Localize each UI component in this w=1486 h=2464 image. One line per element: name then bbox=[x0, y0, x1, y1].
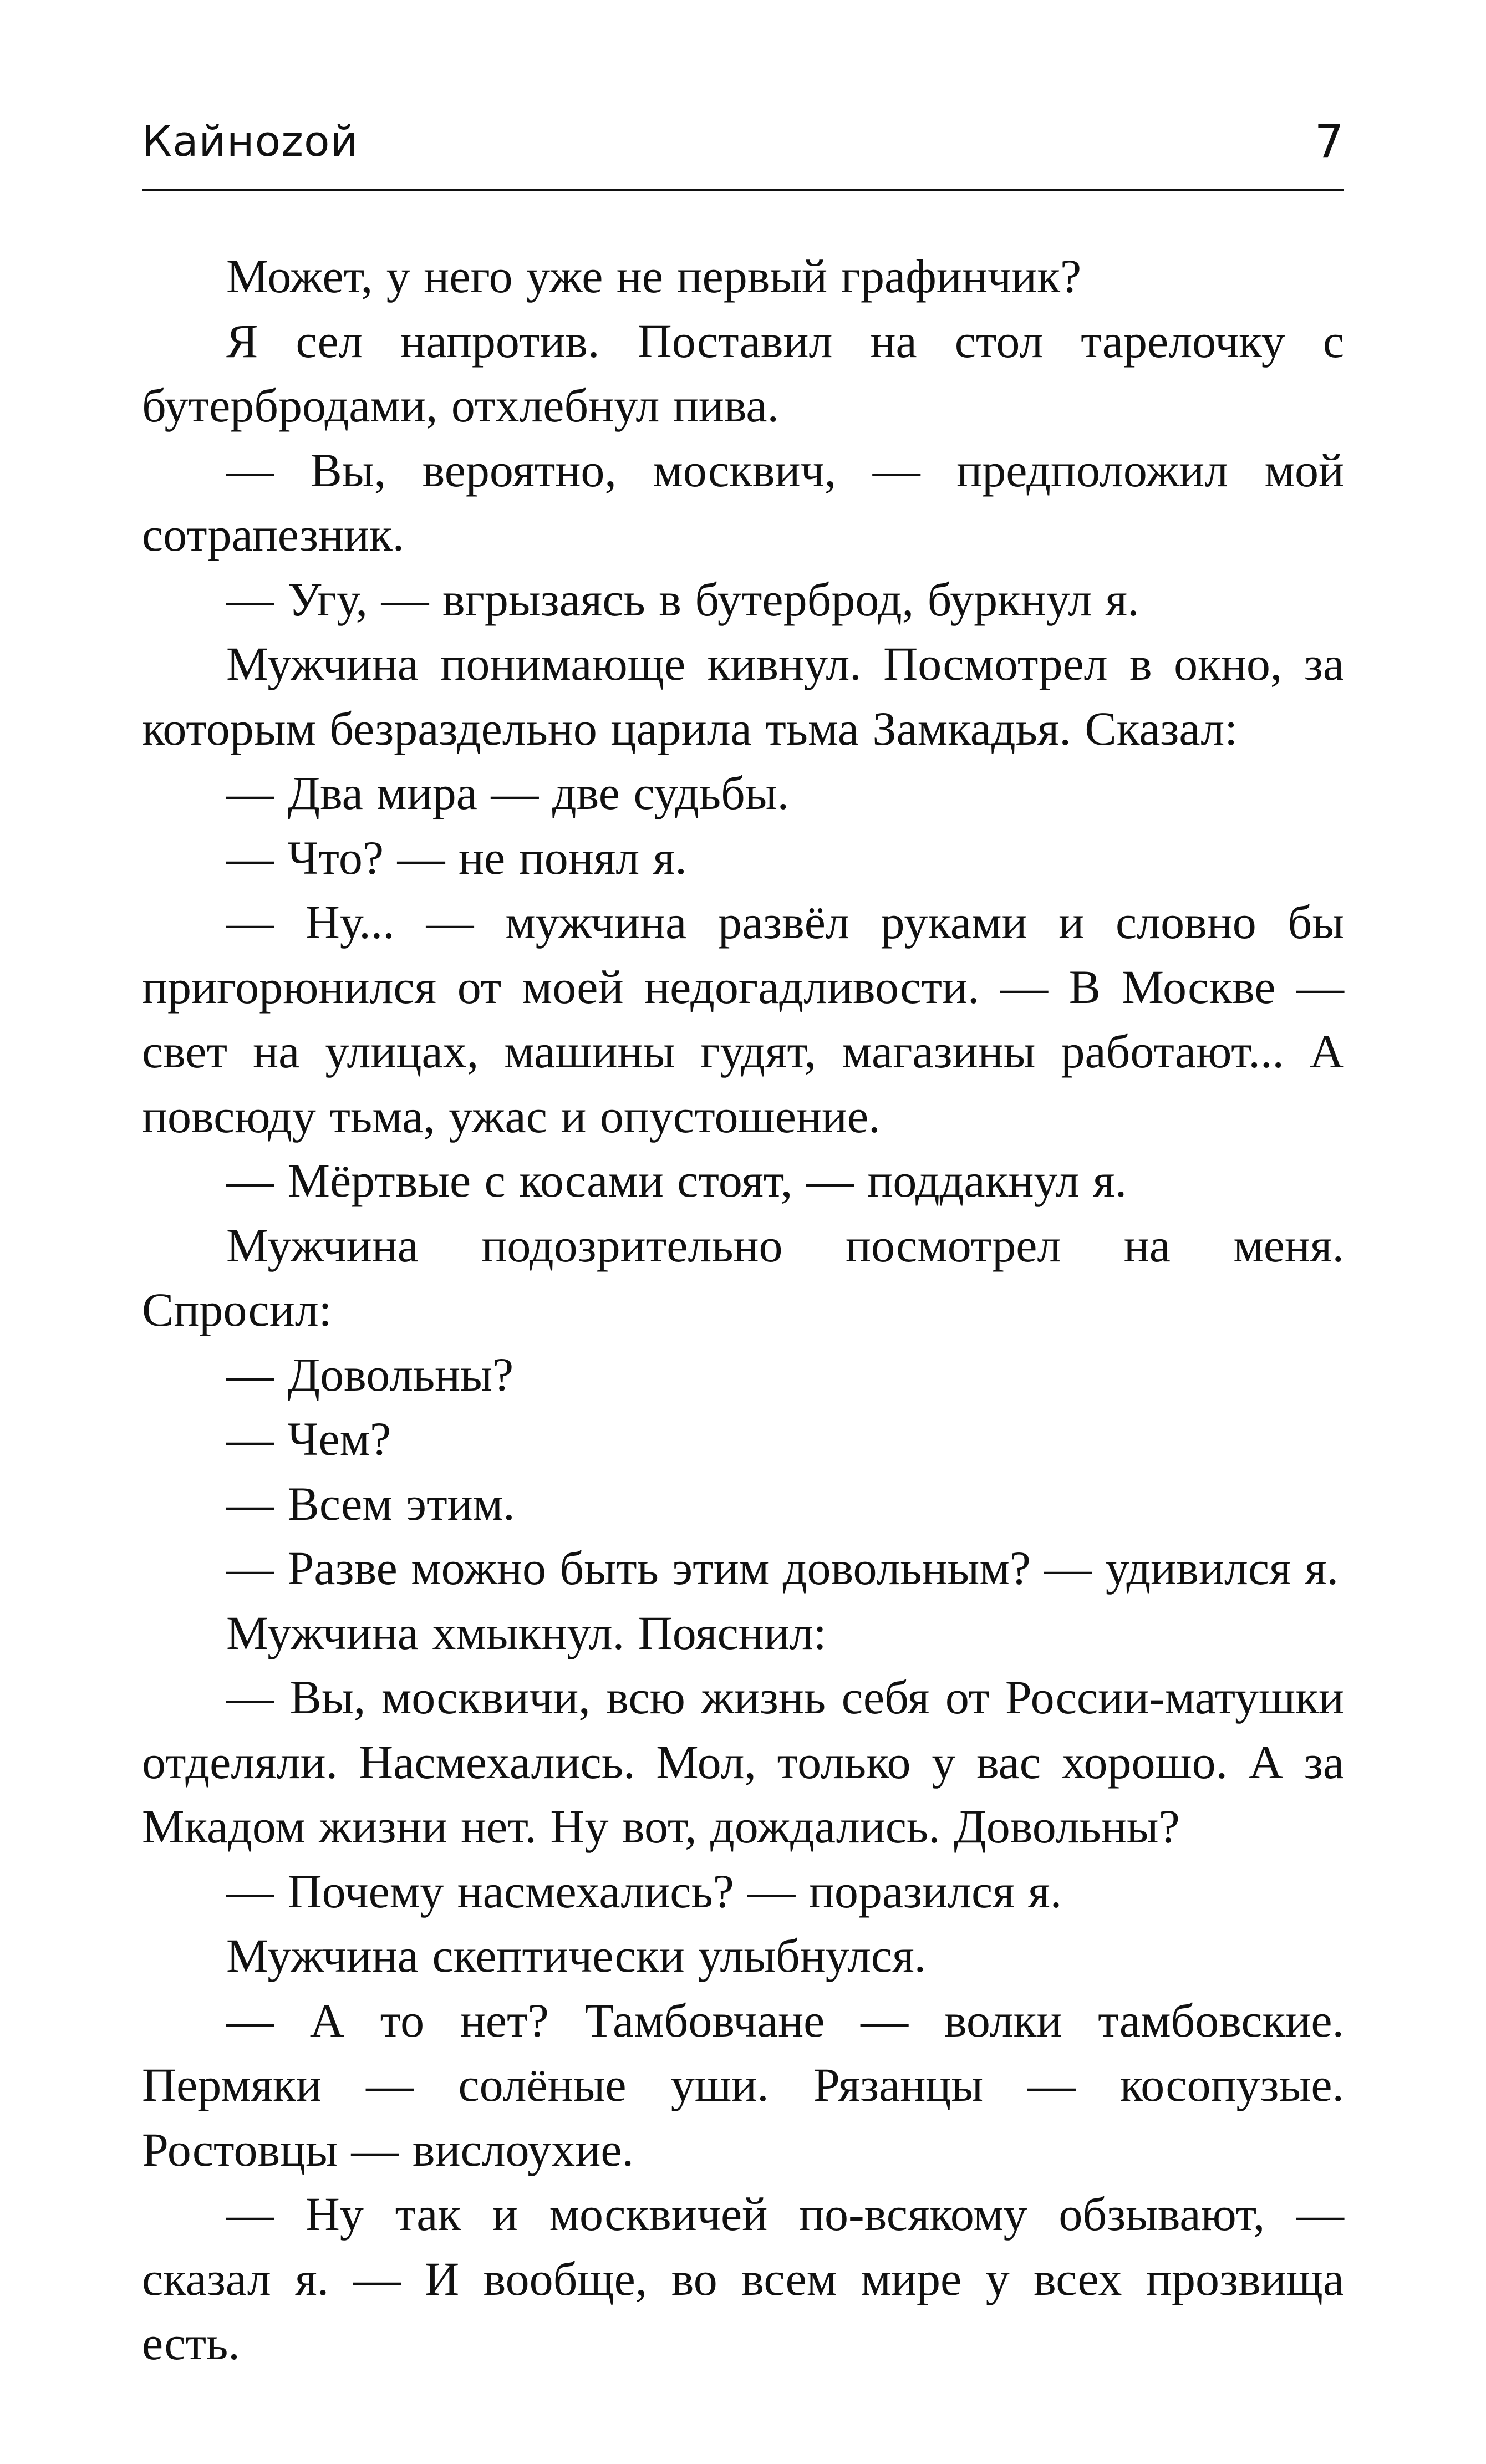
paragraph: — Всем этим. bbox=[226, 1477, 515, 1530]
paragraph: — Чем? bbox=[226, 1412, 391, 1465]
paragraph: — Угу, — вгрызаясь в бутерброд, буркнул я. bbox=[226, 572, 1139, 626]
paragraph: — Почему насмехались? — поразился я. bbox=[226, 1864, 1062, 1918]
paragraph: — Вы, москвичи, всю жизнь себя от России-матушки отделяли. Насмехались. Мол, только у вас хорошо. А за Мкадом жизни нет. Ну вот, дождались. Довольны? bbox=[142, 1671, 1344, 1853]
paragraph: — Ну... — мужчина развёл руками и словно бы пригорюнился от моей недогадливости. — В Москве — свет на улицах, машины гудят, магазины работают... А повсюду тьма, ужас и опустошение. bbox=[142, 895, 1344, 1143]
page-header bbox=[142, 114, 1344, 180]
header-rule bbox=[142, 189, 1344, 191]
paragraph: Я сел напротив. Поставил на стол тарелочку с бутербродами, отхлебнул пива. bbox=[142, 314, 1344, 432]
paragraph: — Довольны? bbox=[226, 1347, 514, 1401]
body-text bbox=[142, 244, 1344, 2376]
paragraph: — Ну так и москвичей по-всякому обзывают, — сказал я. — И вообще, во всем мире у всех прозвища есть. bbox=[142, 2187, 1344, 2370]
paragraph: Мужчина подозрительно посмотрел на меня. Спросил: bbox=[142, 1218, 1344, 1336]
paragraph: Мужчина скептически улыбнулся. bbox=[226, 1929, 927, 1982]
paragraph: — А то нет? Тамбовчане — волки тамбовские. Пермяки — солёные уши. Рязанцы — косопузые. Ростовцы — вислоухие. bbox=[142, 1993, 1344, 2176]
paragraph: — Мёртвые с косами стоят, — поддакнул я. bbox=[226, 1154, 1127, 1207]
paragraph: Мужчина понимающе кивнул. Посмотрел в окно, за которым безраздельно царила тьма Замкадья. Сказал: bbox=[142, 637, 1344, 755]
paragraph: — Разве можно быть этим довольным? — удивился я. bbox=[226, 1541, 1339, 1595]
paragraph: Мужчина хмыкнул. Пояснил: bbox=[226, 1606, 827, 1659]
paragraph: — Два мира — две судьбы. bbox=[226, 766, 790, 819]
paragraph: — Вы, вероятно, москвич, — предположил мой сотрапезник. bbox=[142, 443, 1344, 561]
running-head: Кайнozой bbox=[142, 116, 358, 166]
paragraph: Может, у него уже не первый графинчик? bbox=[226, 250, 1082, 303]
paragraph: — Что? — не понял я. bbox=[226, 831, 687, 884]
page-number: 7 bbox=[1314, 114, 1344, 169]
